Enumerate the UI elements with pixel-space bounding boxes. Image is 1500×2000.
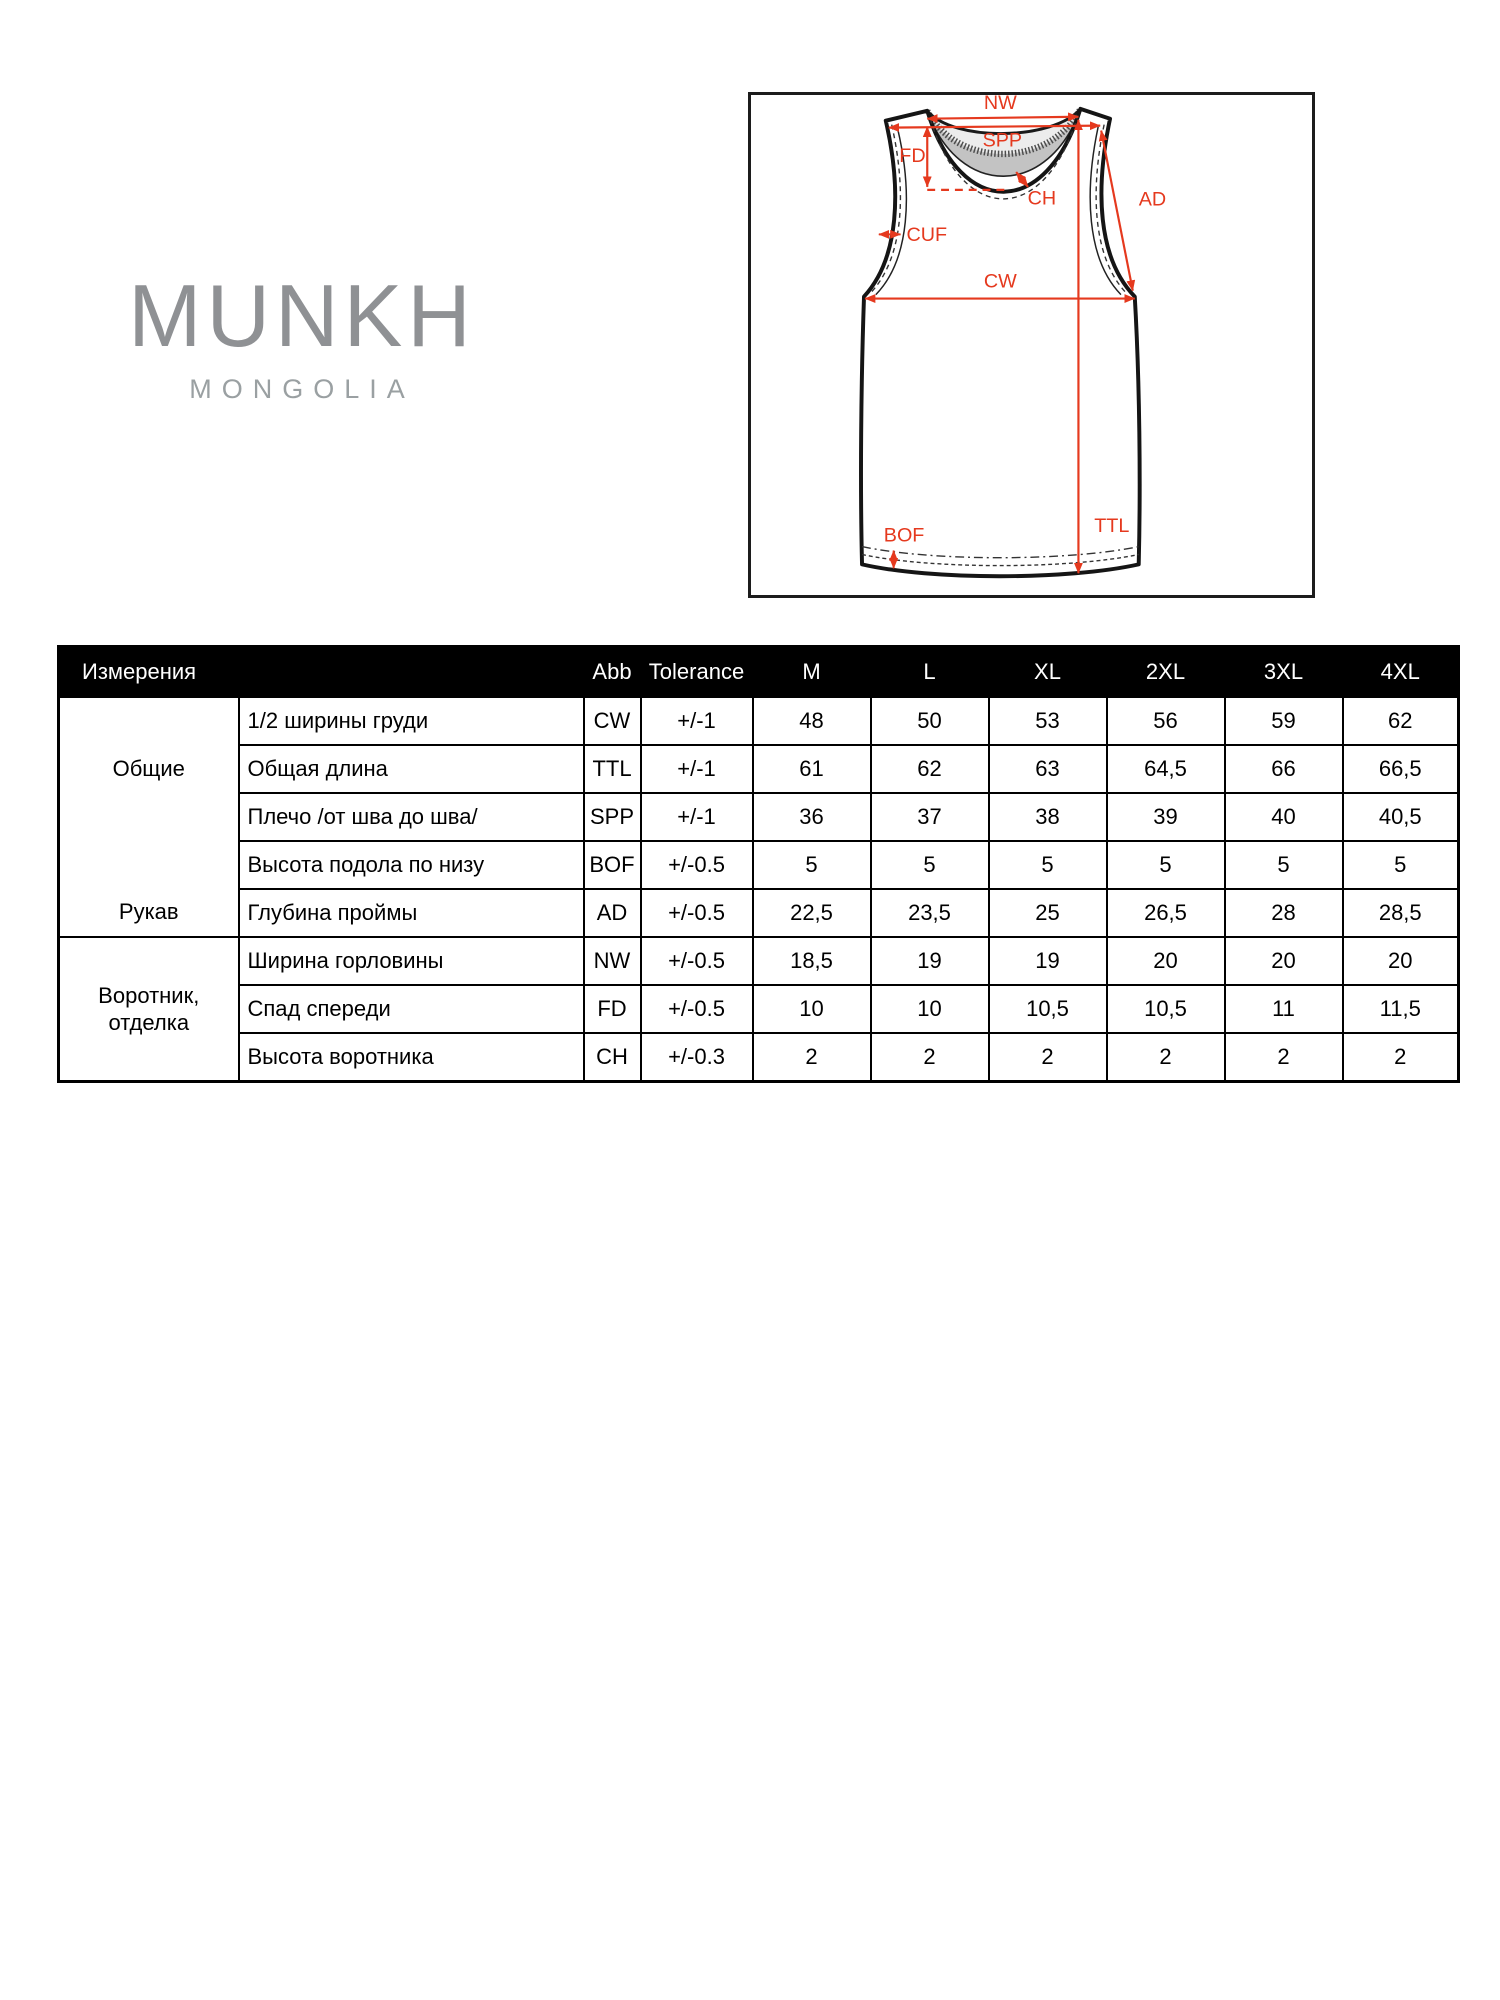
header-abb: Abb [584,647,641,698]
measurement-table [57,645,1460,1083]
value-cell: 50 [871,697,989,745]
table-row [59,985,1459,1033]
abb-cell: TTL [584,745,641,793]
value-cell: 10 [871,985,989,1033]
tolerance-cell: +/-0.5 [641,889,753,937]
table-header-row [59,647,1459,698]
group-label-collar-line2: отделка [108,1010,190,1035]
table-row [59,793,1459,841]
value-cell: 5 [989,841,1107,889]
header-size-2xl: 2XL [1107,647,1225,698]
tolerance-cell: +/-1 [641,697,753,745]
cuf-label: CUF [906,224,948,247]
value-cell: 20 [1343,937,1459,985]
value-cell: 10 [753,985,871,1033]
value-cell: 66,5 [1343,745,1459,793]
abb-cell: CW [584,697,641,745]
tolerance-cell: +/-0.5 [641,985,753,1033]
value-cell: 10,5 [989,985,1107,1033]
brand-logo [118,266,486,405]
value-cell: 20 [1225,937,1343,985]
table-row [59,937,1459,985]
table-row [59,889,1459,937]
value-cell: 26,5 [1107,889,1225,937]
tank-top-diagram [751,95,1312,595]
value-cell: 25 [989,889,1107,937]
value-cell: 2 [871,1033,989,1082]
value-cell: 20 [1107,937,1225,985]
value-cell: 66 [1225,745,1343,793]
abb-cell: BOF [584,841,641,889]
tolerance-cell: +/-1 [641,745,753,793]
value-cell: 5 [1107,841,1225,889]
value-cell: 59 [1225,697,1343,745]
nw-label: NW [983,95,1017,114]
brand-subtitle: MONGOLIA [189,374,415,404]
value-cell: 64,5 [1107,745,1225,793]
ttl-label: TTL [1094,514,1130,537]
value-cell: 56 [1107,697,1225,745]
value-cell: 40 [1225,793,1343,841]
value-cell: 2 [1343,1033,1459,1082]
value-cell: 5 [871,841,989,889]
value-cell: 19 [871,937,989,985]
nw-arrow [927,117,1078,119]
value-cell: 22,5 [753,889,871,937]
value-cell: 11,5 [1343,985,1459,1033]
ad-label: AD [1138,188,1167,211]
value-cell: 62 [871,745,989,793]
measurement-name-cell: Ширина горловины [239,937,584,985]
tolerance-cell: +/-0.5 [641,841,753,889]
value-cell: 10,5 [1107,985,1225,1033]
fd-label: FD [899,145,926,168]
value-cell: 2 [1107,1033,1225,1082]
header-size-m: M [753,647,871,698]
tolerance-cell: +/-0.5 [641,937,753,985]
table-row [59,841,1459,889]
value-cell: 11 [1225,985,1343,1033]
value-cell: 61 [753,745,871,793]
value-cell: 5 [753,841,871,889]
group-label-collar-line1: Воротник, [98,982,200,1008]
group-label-sleeve: Рукав [118,899,179,925]
bof-label: BOF [883,524,925,547]
header-size-l: L [871,647,989,698]
group-cell-general-sleeve [59,697,239,937]
abb-cell: AD [584,889,641,937]
tolerance-cell: +/-0.3 [641,1033,753,1082]
tolerance-cell: +/-1 [641,793,753,841]
abb-cell: SPP [584,793,641,841]
value-cell: 2 [1225,1033,1343,1082]
header-size-4xl: 4XL [1343,647,1459,698]
ch-arrow [1016,172,1028,187]
abb-cell: FD [584,985,641,1033]
measurement-name-cell: Глубина проймы [239,889,584,937]
brand-name: MUNKH [128,266,476,365]
abb-cell: CH [584,1033,641,1082]
abb-cell: NW [584,937,641,985]
header-size-xl: XL [989,647,1107,698]
measurement-name-cell: 1/2 ширины груди [239,697,584,745]
value-cell: 23,5 [871,889,989,937]
table-row [59,697,1459,745]
header-size-3xl: 3XL [1225,647,1343,698]
cw-label: CW [983,270,1017,293]
ch-label: CH [1027,187,1057,210]
value-cell: 48 [753,697,871,745]
value-cell: 63 [989,745,1107,793]
value-cell: 28,5 [1343,889,1459,937]
value-cell: 18,5 [753,937,871,985]
measurement-name-cell: Высота подола по низу [239,841,584,889]
value-cell: 39 [1107,793,1225,841]
measurement-name-cell: Высота воротника [239,1033,584,1082]
table-row [59,1033,1459,1082]
value-cell: 40,5 [1343,793,1459,841]
value-cell: 36 [753,793,871,841]
value-cell: 62 [1343,697,1459,745]
spp-label: SPP [982,129,1023,152]
garment-outline [861,109,1140,576]
value-cell: 5 [1225,841,1343,889]
value-cell: 37 [871,793,989,841]
value-cell: 19 [989,937,1107,985]
table-row [59,745,1459,793]
measurement-name-cell: Спад спереди [239,985,584,1033]
header-measurements: Измерения [59,647,584,698]
measurement-name-cell: Общая длина [239,745,584,793]
garment-diagram-frame [748,92,1315,598]
header-tolerance: Tolerance [641,647,753,698]
value-cell: 2 [989,1033,1107,1082]
value-cell: 53 [989,697,1107,745]
measurement-name-cell: Плечо /от шва до шва/ [239,793,584,841]
group-cell-collar-trim [59,937,239,1082]
value-cell: 5 [1343,841,1459,889]
value-cell: 38 [989,793,1107,841]
value-cell: 2 [753,1033,871,1082]
value-cell: 28 [1225,889,1343,937]
group-label-general: Общие [112,756,185,782]
